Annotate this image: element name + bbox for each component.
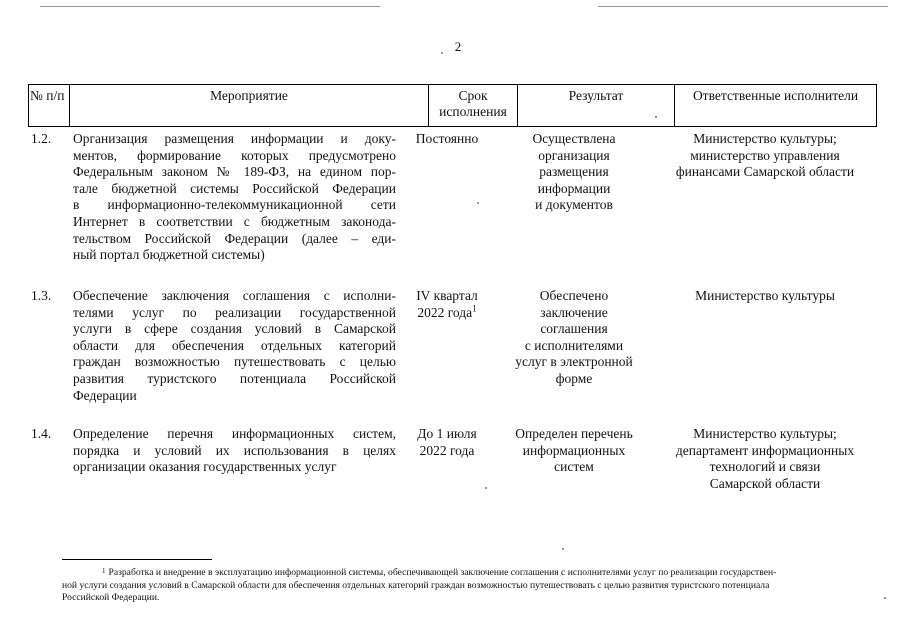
footnote-text: Разработка и внедрение в эксплуатацию информационной системы, обеспечивающей заключение соглашения с исполнителями услуг по реализации государствен- <box>108 567 777 578</box>
result-line: систем <box>554 459 594 475</box>
row-event <box>73 288 396 404</box>
event-line: тале бюджетной системы Российской Федерации <box>73 180 396 196</box>
header-event: Мероприятие <box>70 85 429 127</box>
row-term <box>404 131 490 148</box>
result-line: форме <box>555 370 593 386</box>
result-line: и документов <box>535 197 613 213</box>
result-line: информационных <box>522 442 626 458</box>
term-line <box>404 305 490 322</box>
term-line: IV квартал <box>416 288 478 303</box>
responsible-line: департамент информационных <box>675 442 855 458</box>
row-event <box>73 426 396 476</box>
footnote <box>62 567 862 605</box>
term-line: До 1 июля <box>417 426 477 441</box>
result-line: заключение <box>540 304 608 320</box>
footnote-line: Российской Федерации. <box>62 592 160 603</box>
event-line: Организация размещения информации и доку- <box>73 131 396 146</box>
scan-artifact-line <box>40 6 380 7</box>
responsible-line: Министерство культуры; <box>693 426 837 441</box>
responsible-line: Самарской области <box>709 475 821 491</box>
scan-speck <box>485 487 487 489</box>
header-num: № п/п <box>29 85 70 127</box>
row-number: 1.3. <box>31 288 52 303</box>
responsible-line: технологий и связи <box>709 459 821 475</box>
header-result: Результат <box>518 85 675 127</box>
event-line: телями услуг по реализации государственной <box>73 304 396 320</box>
event-line: Обеспечение заключения соглашения с исполни- <box>73 288 396 303</box>
row-responsible <box>654 288 876 305</box>
term-line: Постоянно <box>415 131 479 146</box>
event-line: в информационно-телекоммуникационной сети <box>73 197 396 213</box>
row-number: 1.4. <box>31 426 52 441</box>
scan-speck <box>562 548 564 550</box>
page-number: 2 <box>454 39 462 54</box>
event-line: организации оказания государственных услуг <box>73 459 337 475</box>
row-responsible <box>654 131 876 181</box>
row-term <box>404 426 490 459</box>
event-line: граждан возможностью путешествовать с целью <box>73 354 396 370</box>
result-line: услуг в электронной <box>515 354 633 370</box>
footnote-line <box>62 567 862 580</box>
row-result <box>500 426 648 476</box>
result-line: Определен перечень <box>515 426 633 441</box>
event-line: Федеральным законом № 189-ФЗ, на едином пор- <box>73 164 396 180</box>
header-term <box>429 85 518 127</box>
result-line: с исполнителями <box>524 337 624 353</box>
header-responsible: Ответственные исполнители <box>675 85 877 127</box>
event-line: тельством Российской Федерации (далее – еди- <box>73 230 396 246</box>
result-line: Осуществлена <box>532 131 616 146</box>
row-result <box>500 131 648 214</box>
scan-speck <box>655 116 657 118</box>
footnote-separator <box>62 559 212 560</box>
event-line: услуги в сфере создания условий в Самарской <box>73 321 396 337</box>
table-header <box>28 84 877 127</box>
row-result <box>500 288 648 388</box>
term-line: 2022 года <box>419 442 475 458</box>
footnote-reference: 1 <box>472 303 477 314</box>
event-line: ментов, формирование которых предусмотрено <box>73 147 396 163</box>
responsible-line: Министерство культуры <box>695 288 835 303</box>
row-term <box>404 288 490 321</box>
term-line-text: 2022 года <box>417 304 473 320</box>
result-line: информации <box>537 180 611 196</box>
row-number: 1.2. <box>31 131 52 146</box>
scan-speck <box>884 597 886 599</box>
responsible-line: министерство управления <box>690 147 840 163</box>
scan-artifact-line <box>598 6 888 7</box>
footnote-mark: 1 <box>102 567 106 575</box>
event-line: Федерации <box>73 387 137 403</box>
row-event <box>73 131 396 264</box>
event-line: Определение перечня информационных систем, <box>73 426 396 441</box>
footnote-line: ной услуги создания условий в Самарской области для обеспечения отдельных категорий граждан возможностью путешествовать с целью развития туристского потенциала <box>62 579 770 591</box>
result-line: соглашения <box>540 321 608 337</box>
result-line: размещения <box>539 164 609 180</box>
event-line: развития туристского потенциала Российской <box>73 370 396 386</box>
event-line: области для обеспечения отдельных категорий <box>73 337 396 353</box>
scan-speck <box>441 52 443 54</box>
event-line: порядка и условий их использования в целях <box>73 442 396 458</box>
row-responsible <box>654 426 876 492</box>
result-line: Обеспечено <box>539 288 609 303</box>
scan-speck <box>477 202 479 204</box>
responsible-line: финансами Самарской области <box>675 164 855 180</box>
header-term-line: Срок <box>458 88 488 103</box>
event-line: Интернет в соответствии с бюджетным законода- <box>73 213 396 229</box>
event-line: ный портал бюджетной системы) <box>73 247 265 263</box>
responsible-line: Министерство культуры; <box>693 131 837 146</box>
result-line: организация <box>538 147 610 163</box>
header-term-line: исполнения <box>439 104 507 119</box>
